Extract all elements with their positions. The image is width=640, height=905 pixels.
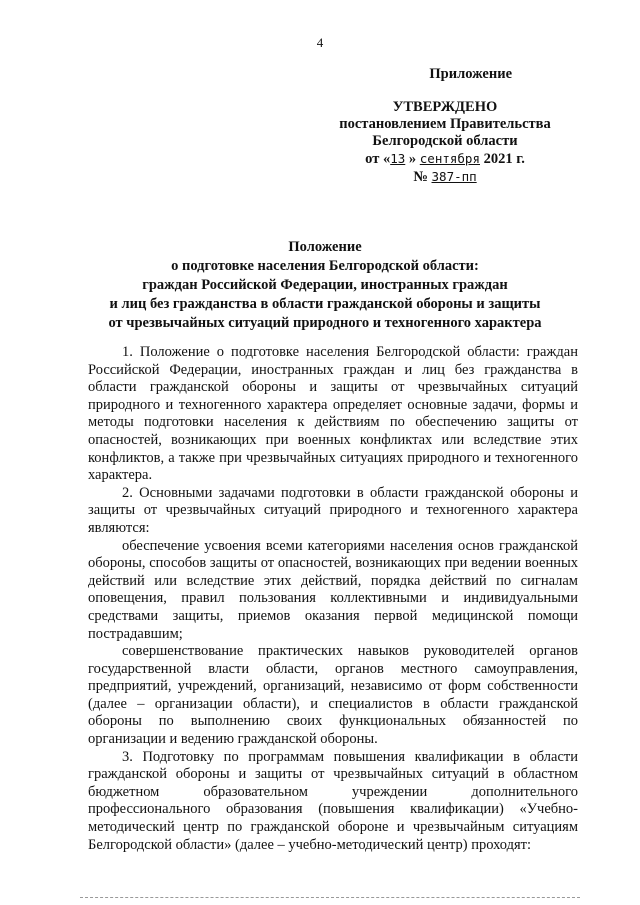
paragraph-2-item-2: совершенствование практических навыков руководителей органов государственной власти области, органов местного самоуправления, предприятий, учреждений, организаций, независимо от форм собственности (далее – организации области), и специалистов в области гражданской обороны по выполнению своих функциональных обязанностей по организации и ведению гражданской обороны. xyxy=(88,643,578,748)
heading-line-3: граждан Российской Федерации, иностранных граждан xyxy=(142,277,508,293)
approval-line-2: Белгородской области xyxy=(372,133,518,149)
approval-line-1: постановлением Правительства xyxy=(339,116,551,132)
date-prefix: от « xyxy=(365,151,391,167)
heading-line-2: о подготовке населения Белгородской области: xyxy=(171,258,479,274)
page-number: 4 xyxy=(316,35,324,50)
heading-line-1: Положение xyxy=(288,239,362,255)
heading-line-4: и лиц без гражданства в области гражданской обороны и защиты xyxy=(109,296,541,312)
date-year: 2021 г. xyxy=(483,151,525,167)
paragraph-3: 3. Подготовку по программам повышения квалификации в области гражданской обороны и защиты от чрезвычайных ситуаций в областном бюджетном образовательном учреждении дополнительного профессионального образования (повышения квалификации) «Учебно-методический центр по гражданской обороне и чрезвычайным ситуациям Белгородской области» (далее – учебно-методический центр) проходят: xyxy=(88,748,578,853)
paragraph-2-item-1: обеспечение усвоения всеми категориями населения основ гражданской обороны, способов защиты от опасностей, возникающих при ведении военных действий или вследствие этих действий, порядка действий по сигналам оповещения, правил пользования коллективными и индивидуальными средствами защиты, приемов оказания первой медицинской помощи пострадавшим; xyxy=(88,537,578,642)
approval-block xyxy=(330,66,560,186)
paragraph-1: 1. Положение о подготовке населения Белгородской области: граждан Российской Федерации, иностранных граждан и лиц без гражданства в области гражданской обороны и защиты от чрезвычайных ситуаций природного и техногенного характера определяет основные задачи, формы и методы подготовки населения к действиям по обеспечению защиты от опасностей, возникающих при военных конфликтах или вследствие этих конфликтов, а также при чрезвычайных ситуациях природного и техногенного характера. xyxy=(88,344,578,484)
page-bottom-edge xyxy=(80,897,580,898)
approval-date xyxy=(330,150,560,168)
approval-number xyxy=(330,168,560,186)
number-prefix: № xyxy=(413,169,428,185)
document-heading xyxy=(80,238,570,333)
appendix-label: Приложение xyxy=(429,66,512,82)
date-mid: » xyxy=(408,151,417,167)
heading-line-5: от чрезвычайных ситуаций природного и техногенного характера xyxy=(108,315,542,331)
document-body xyxy=(88,344,578,854)
date-month: сентября xyxy=(419,151,480,166)
approved-label: УТВЕРЖДЕНО xyxy=(392,99,498,115)
date-day: 13 xyxy=(390,151,406,166)
document-number: 387-пп xyxy=(431,169,477,184)
paragraph-2: 2. Основными задачами подготовки в области гражданской обороны и защиты от чрезвычайных ситуаций природного и техногенного характера являются: xyxy=(88,484,578,536)
